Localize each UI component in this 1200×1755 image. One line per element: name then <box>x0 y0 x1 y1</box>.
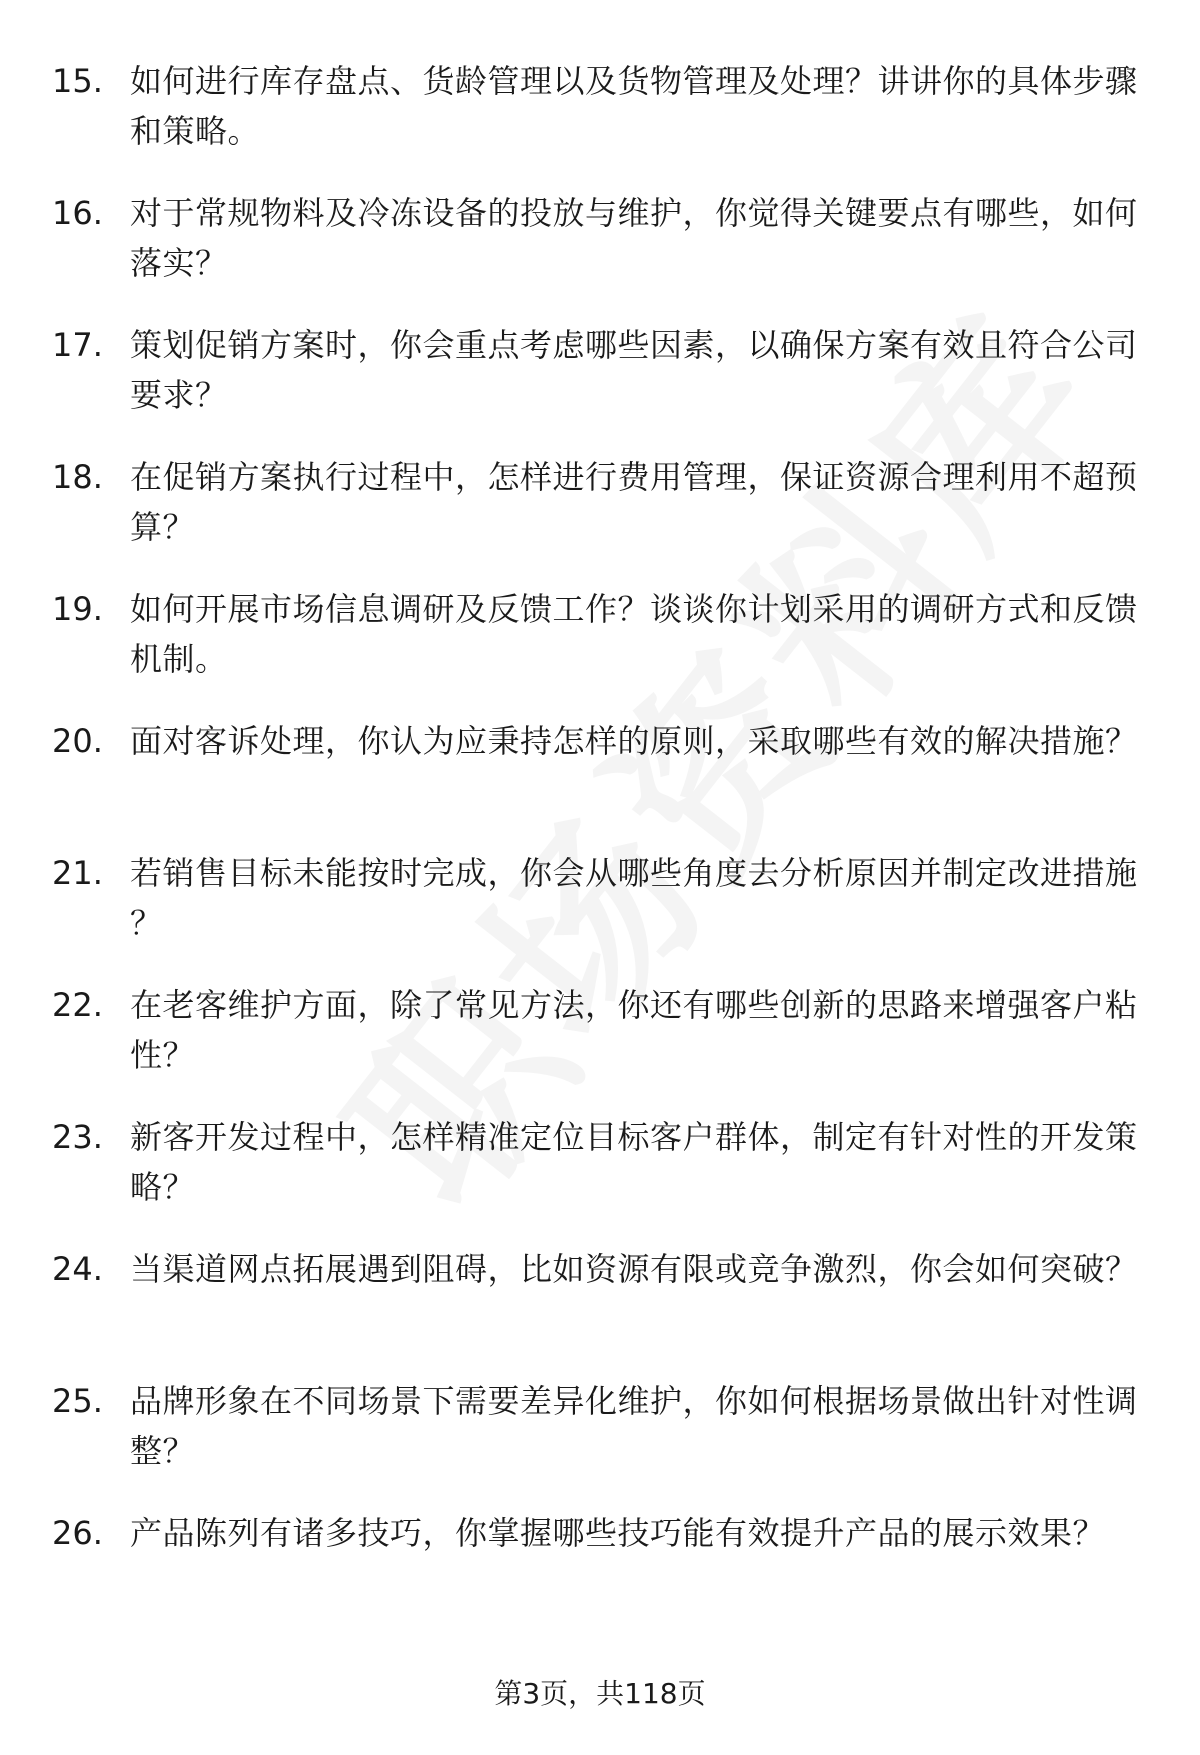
question-item <box>52 980 1147 1080</box>
question-number: 25. <box>52 1382 103 1420</box>
question-item <box>52 56 1147 156</box>
question-text: 若销售目标未能按时完成，你会从哪些角度去分析原因并制定改进措施？ <box>130 854 1138 942</box>
question-text: 如何进行库存盘点、货龄管理以及货物管理及处理？讲讲你的具体步骤和策略。 <box>130 62 1138 150</box>
question-text: 在老客维护方面，除了常见方法，你还有哪些创新的思路来增强客户粘性？ <box>130 986 1138 1074</box>
question-text: 新客开发过程中，怎样精准定位目标客户群体，制定有针对性的开发策略？ <box>130 1118 1138 1206</box>
question-item <box>52 1244 1147 1344</box>
question-item <box>52 320 1147 420</box>
question-list <box>52 56 1147 1640</box>
question-number: 23. <box>52 1118 103 1156</box>
question-number: 22. <box>52 986 103 1024</box>
question-item <box>52 716 1147 816</box>
question-text: 当渠道网点拓展遇到阻碍，比如资源有限或竞争激烈，你会如何突破？ <box>130 1250 1138 1288</box>
question-item <box>52 1112 1147 1212</box>
question-number: 15. <box>52 62 103 100</box>
question-text: 产品陈列有诸多技巧，你掌握哪些技巧能有效提升产品的展示效果？ <box>130 1514 1106 1552</box>
question-number: 16. <box>52 194 103 232</box>
question-number: 26. <box>52 1514 103 1552</box>
question-text: 面对客诉处理，你认为应秉持怎样的原则，采取哪些有效的解决措施？ <box>130 722 1138 760</box>
page-footer: 第3页，共118页 <box>494 1677 706 1710</box>
question-item <box>52 584 1147 684</box>
question-number: 18. <box>52 458 103 496</box>
question-item <box>52 452 1147 552</box>
question-item <box>52 188 1147 288</box>
question-text: 品牌形象在不同场景下需要差异化维护，你如何根据场景做出针对性调整？ <box>130 1382 1138 1470</box>
question-number: 20. <box>52 722 103 760</box>
question-number: 24. <box>52 1250 103 1288</box>
question-text: 如何开展市场信息调研及反馈工作？谈谈你计划采用的调研方式和反馈机制。 <box>130 590 1138 678</box>
question-number: 19. <box>52 590 103 628</box>
question-text: 对于常规物料及冷冻设备的投放与维护，你觉得关键要点有哪些，如何落实？ <box>130 194 1138 282</box>
question-text: 策划促销方案时，你会重点考虑哪些因素，以确保方案有效且符合公司要求？ <box>130 326 1138 414</box>
question-item <box>52 1376 1147 1476</box>
question-item <box>52 1508 1147 1608</box>
question-number: 21. <box>52 854 103 892</box>
question-item <box>52 848 1147 948</box>
question-number: 17. <box>52 326 103 364</box>
question-text: 在促销方案执行过程中，怎样进行费用管理，保证资源合理利用不超预算？ <box>130 458 1138 546</box>
